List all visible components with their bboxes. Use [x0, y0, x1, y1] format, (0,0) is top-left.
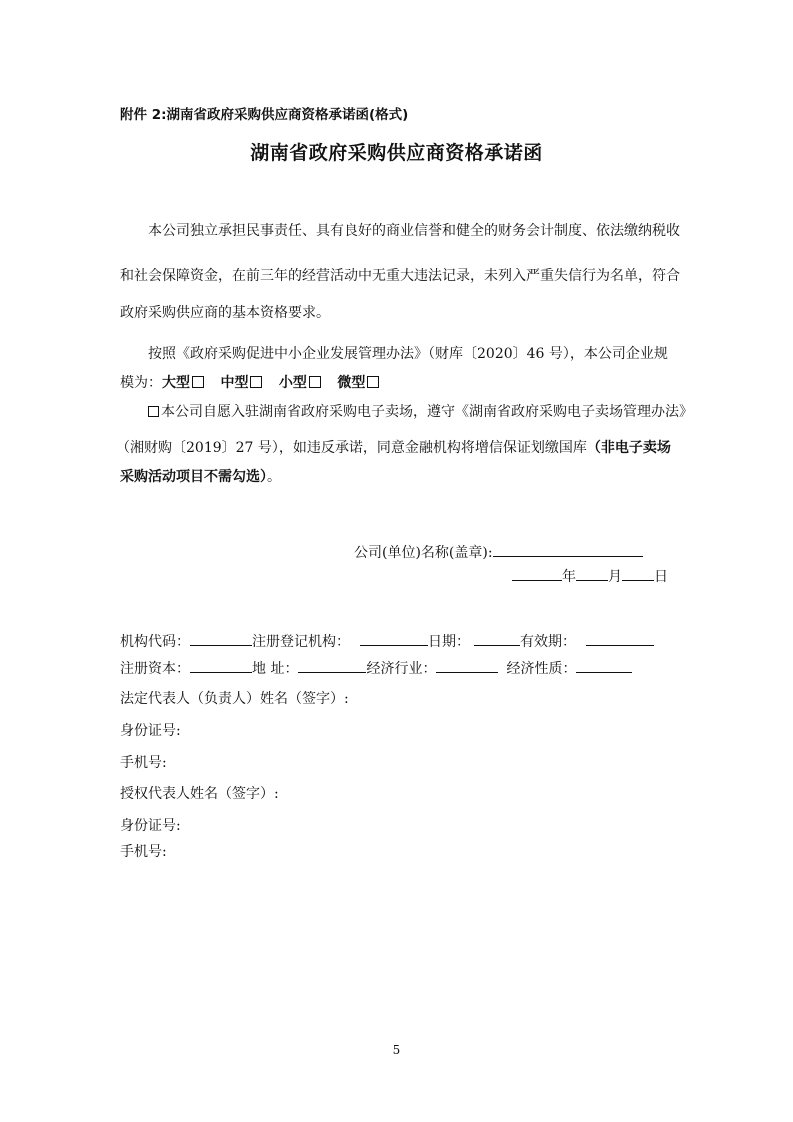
info-row-2	[120, 658, 632, 678]
size-option-micro[interactable]: 微型	[337, 375, 379, 391]
industry-label: 经济行业：	[366, 661, 437, 677]
paragraph-3-line-3: 采购活动项目不需勾选）。	[120, 469, 281, 485]
org-code-field[interactable]	[190, 631, 252, 646]
nature-label: 经济性质：	[506, 661, 577, 677]
address-field[interactable]	[298, 658, 366, 673]
paragraph-3-line-1: 本公司自愿入驻湖南省政府采购电子卖场，遵守《湖南省政府采购电子卖场管理办法》	[148, 403, 693, 421]
size-option-large[interactable]: 大型	[162, 375, 204, 391]
auth-rep-name-label: 授权代表人姓名（签字）:	[120, 786, 279, 802]
auth-rep-id-label: 身份证号:	[120, 818, 181, 834]
auth-rep-phone-label: 手机号:	[120, 844, 167, 860]
checkbox-large[interactable]	[192, 376, 204, 388]
checkbox-small[interactable]	[309, 376, 321, 388]
date-label: 日期：	[428, 634, 470, 650]
size-option-small[interactable]: 小型	[279, 375, 321, 391]
nature-field[interactable]	[576, 658, 632, 673]
checkbox-medium[interactable]	[250, 376, 262, 388]
reg-authority-label: 注册登记机构：	[252, 634, 350, 650]
day-field[interactable]	[622, 566, 654, 581]
paragraph-1-line-2: 和社会保障资金，在前三年的经营活动中无重大违法记录，未列入严重失信行为名单，符合	[120, 268, 680, 284]
paragraph-1-line-3: 政府采购供应商的基本资格要求。	[120, 305, 330, 321]
checkbox-e-mall[interactable]	[148, 406, 159, 417]
page-number: 5	[392, 1043, 401, 1057]
page-title: 湖南省政府采购供应商资格承诺函	[250, 142, 543, 164]
legal-rep-phone-label: 手机号:	[120, 755, 167, 771]
legal-rep-id-label: 身份证号:	[120, 723, 181, 739]
enterprise-size-prefix: 模为：	[120, 375, 162, 391]
capital-label: 注册资本：	[120, 661, 190, 677]
company-name-line	[354, 542, 643, 562]
enterprise-size-line	[120, 374, 379, 392]
date-field[interactable]	[474, 631, 520, 646]
validity-field[interactable]	[586, 631, 654, 646]
year-field[interactable]	[512, 566, 562, 581]
attachment-heading: 附件 2:湖南省政府采购供应商资格承诺函(格式)	[120, 107, 409, 123]
size-option-medium[interactable]: 中型	[220, 375, 262, 391]
capital-field[interactable]	[190, 658, 252, 673]
reg-authority-field[interactable]	[360, 631, 428, 646]
company-name-label: 公司(单位)名称(盖章):	[354, 545, 493, 561]
industry-field[interactable]	[436, 658, 498, 673]
month-field[interactable]	[576, 566, 608, 581]
address-label: 地 址：	[252, 661, 299, 677]
paragraph-2-line-1: 按照《政府采购促进中小企业发展管理办法》（财库〔2020〕46 号），本公司企业规	[148, 346, 668, 362]
date-line: 年 月 日	[512, 566, 668, 586]
paragraph-1-line-1: 本公司独立承担民事责任、具有良好的商业信誉和健全的财务会计制度、依法缴纳税收	[148, 223, 680, 239]
org-code-label: 机构代码：	[120, 634, 190, 650]
legal-rep-name-label: 法定代表人（负责人）姓名（签字）:	[120, 691, 349, 707]
checkbox-micro[interactable]	[367, 376, 379, 388]
validity-label: 有效期：	[520, 634, 576, 650]
info-row-1	[120, 631, 654, 651]
company-name-field[interactable]	[493, 542, 643, 557]
paragraph-3-line-2: （湘财购〔2019〕27 号），如违反承诺，同意金融机构将增信保证划缴国库（非电子卖场	[116, 440, 671, 456]
